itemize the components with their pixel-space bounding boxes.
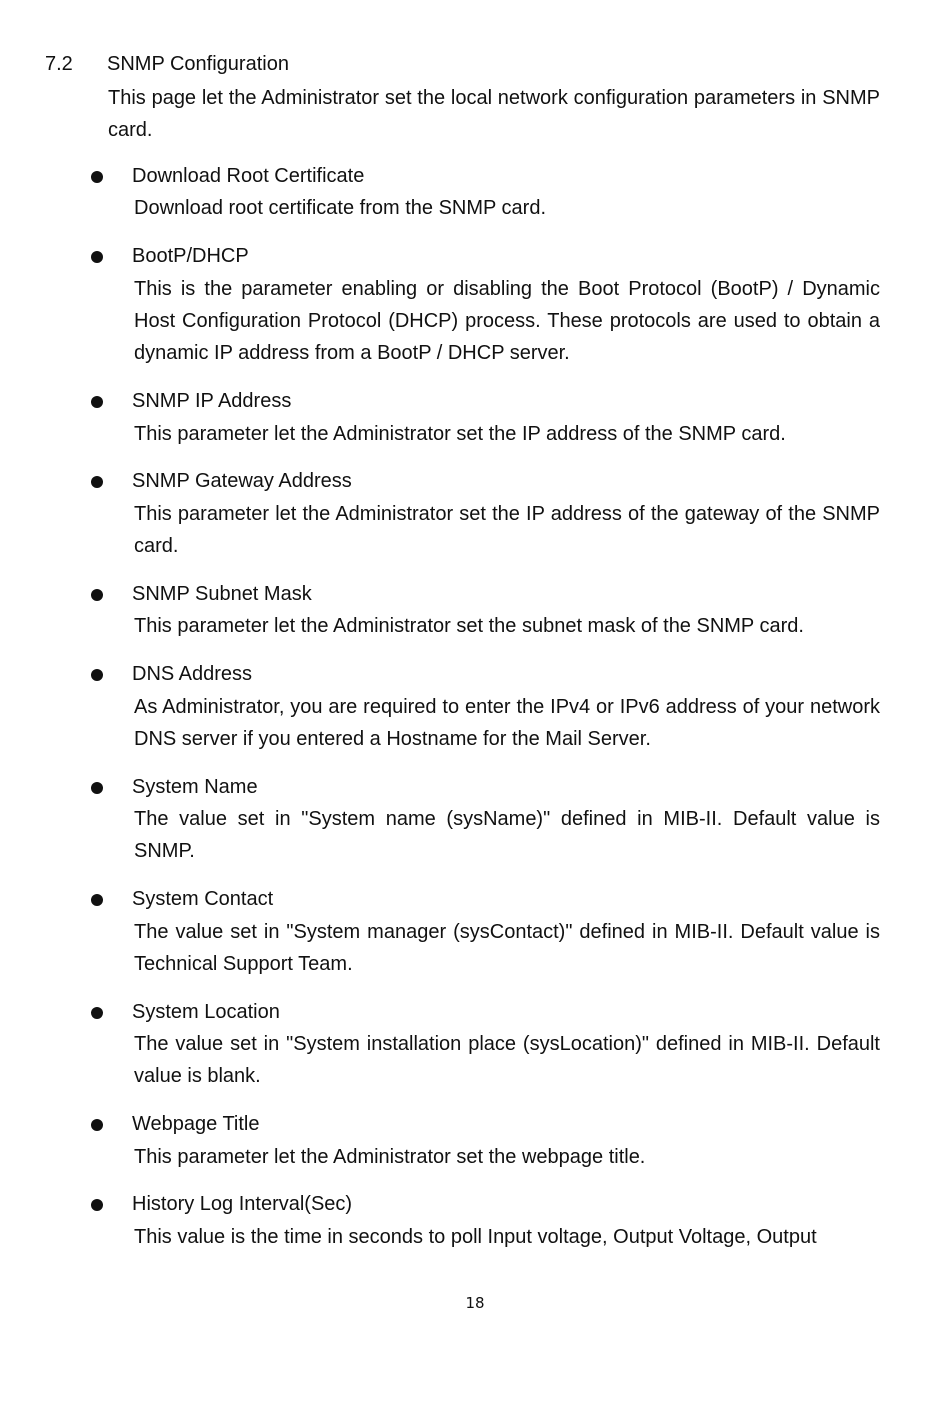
item-description-system-contact: The value set in "System manager (sysContact)" defined in MIB-II. Default value is Technical Support Team. [134,921,880,975]
item-description-bootp-dhcp: This is the parameter enabling or disabling the Boot Protocol (BootP) / Dynamic Host Configuration Protocol (DHCP) process. These protocols are used to obtain a dynamic IP address from a BootP / DHCP server. [134,278,880,364]
item-description-snmp-subnet-mask: This parameter let the Administrator set the subnet mask of the SNMP card. [134,615,804,637]
bullet-icon [91,1119,103,1131]
item-title-dns-address: DNS Address [132,663,253,685]
item-description-dns-address: As Administrator, you are required to enter the IPv4 or IPv6 address of your network DNS server if you entered a Hostname for the Mail Server. [134,696,880,750]
item-description-history-log-interval: This value is the time in seconds to poll Input voltage, Output Voltage, Output [134,1226,817,1248]
item-title-snmp-ip-address: SNMP IP Address [132,390,292,412]
section-title: SNMP Configuration [107,53,289,75]
bullet-icon [91,894,103,906]
bullet-icon [91,396,103,408]
page-number: 18 [465,1294,485,1312]
item-title-system-contact: System Contact [132,888,274,910]
bullet-icon [91,589,103,601]
item-title-history-log-interval: History Log Interval(Sec) [132,1193,353,1215]
bullet-icon [91,669,103,681]
bullet-icon [91,251,103,263]
item-title-webpage-title: Webpage Title [132,1113,260,1135]
section-heading [45,50,289,78]
item-description-snmp-ip-address: This parameter let the Administrator set the IP address of the SNMP card. [134,423,786,445]
item-title-bootp-dhcp: BootP/DHCP [132,245,249,267]
item-title-system-location: System Location [132,1001,280,1023]
section-number: 7.2 [45,53,73,75]
bullet-icon [91,476,103,488]
item-title-download-root-certificate: Download Root Certificate [132,165,365,187]
bullet-icon [91,1007,103,1019]
item-title-system-name: System Name [132,776,258,798]
item-description-system-name: The value set in "System name (sysName)" defined in MIB-II. Default value is SNMP. [134,808,880,862]
bullet-icon [91,1199,103,1211]
bullet-icon [91,782,103,794]
item-description-download-root-certificate: Download root certificate from the SNMP card. [134,197,547,219]
bullet-icon [91,171,103,183]
item-description-webpage-title: This parameter let the Administrator set the webpage title. [134,1146,646,1168]
item-title-snmp-subnet-mask: SNMP Subnet Mask [132,583,312,605]
item-description-system-location: The value set in "System installation place (sysLocation)" defined in MIB-II. Default value is blank. [134,1033,880,1087]
item-title-snmp-gateway-address: SNMP Gateway Address [132,470,352,492]
section-intro: This page let the Administrator set the local network configuration parameters in SNMP card. [108,87,880,141]
item-description-snmp-gateway-address: This parameter let the Administrator set the IP address of the gateway of the SNMP card. [134,503,880,557]
